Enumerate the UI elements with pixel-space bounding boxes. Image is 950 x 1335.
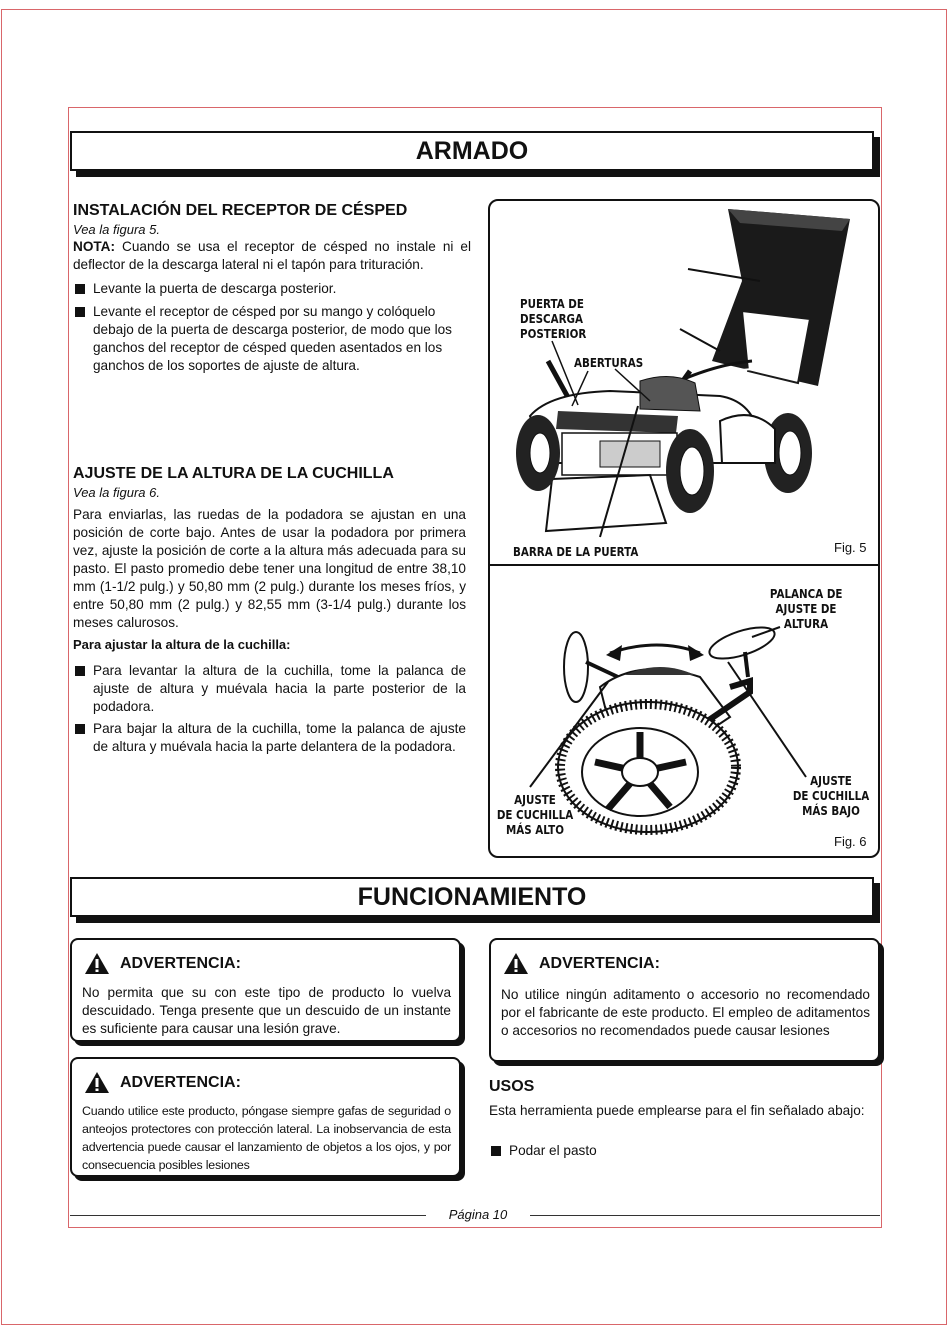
fig6-label-lever: PALANCA DE AJUSTE DE ALTURA: [769, 587, 843, 631]
fig6-label-highest: AJUSTE DE CUCHILLA MÁS ALTO: [496, 793, 574, 837]
receptor-heading: INSTALACIÓN DEL RECEPTOR DE CÉSPED: [73, 202, 408, 219]
warning-box-2: [70, 1057, 461, 1177]
usos-heading: USOS: [489, 1078, 535, 1095]
warning-heading-2: [84, 1071, 241, 1094]
warning-heading-3: [503, 952, 660, 975]
warning-heading-1: [84, 952, 241, 975]
fig5-caption: Fig. 5: [834, 540, 867, 555]
receptor-see-figure: Vea la figura 5.: [73, 222, 160, 237]
usos-text: Esta herramienta puede emplearse para el fin señalado abajo:: [489, 1103, 865, 1118]
cuchilla-bullet-1: Para levantar la altura de la cuchilla, tome la palanca de ajuste de altura y muévala hacia la parte posterior de la podadora.: [73, 662, 466, 716]
cuchilla-bullet-2: Para bajar la altura de la cuchilla, tome la palanca de ajuste de altura y muévala hacia la parte delantera de la podadora.: [73, 720, 466, 756]
warning-triangle-icon: [84, 952, 110, 975]
warning-title-3: ADVERTENCIA:: [539, 954, 660, 972]
warning-text-3: No utilice ningún aditamento o accesorio no recomendado por el fabricante de este producto. El empleo de aditamentos o accesorios no recomendados puede causar lesiones: [501, 987, 870, 1038]
footer-rule-left: [70, 1215, 426, 1216]
warning-title-2: ADVERTENCIA:: [120, 1073, 241, 1091]
cuchilla-see-figure: Vea la figura 6.: [73, 485, 160, 500]
warning-triangle-icon: [503, 952, 529, 975]
fig6-caption: Fig. 6: [834, 834, 867, 849]
page-number: Página 10: [448, 1207, 508, 1222]
warning-text-2: Cuando utilice este producto, póngase siempre gafas de seguridad o anteojos protectores con protección lateral. La inobservancia de esta advertencia puede causar el lanzamiento de objetos a los ojos, y por consecuencia posibles lesiones: [82, 1104, 451, 1172]
section-title-armado: ARMADO: [70, 131, 874, 171]
warning-title-1: ADVERTENCIA:: [120, 954, 241, 972]
receptor-note: [73, 238, 471, 274]
fig5-mower-grass-catcher-illustration: [490, 201, 878, 563]
usos-bullet: Podar el pasto: [489, 1142, 789, 1160]
section-title-funcionamiento: FUNCIONAMIENTO: [70, 877, 874, 917]
footer-rule-right: [530, 1215, 880, 1216]
cuchilla-subheading: Para ajustar la altura de la cuchilla:: [73, 637, 291, 652]
fig5-label-rear-door: PUERTA DE DESCARGA POSTERIOR: [520, 297, 587, 341]
fig6-label-lowest: AJUSTE DE CUCHILLA MÁS BAJO: [792, 774, 870, 818]
cuchilla-heading: AJUSTE DE LA ALTURA DE LA CUCHILLA: [73, 465, 394, 482]
warning-triangle-icon: [84, 1071, 110, 1094]
warning-box-1: [70, 938, 461, 1042]
fig5-label-door-bar: BARRA DE LA PUERTA: [513, 545, 639, 559]
receptor-bullet-2: Levante el receptor de césped por su mango y colóquelo debajo de la puerta de descarga posterior, de modo que los ganchos del receptor de césped queden asentados en los ganchos de los soportes de ajuste de altura.: [73, 303, 475, 375]
cuchilla-paragraph: Para enviarlas, las ruedas de la podadora se ajustan en una posición de corte bajo. Antes de usar la podadora por primera vez, ajuste la posición de corte a la altura más adecuada para su pasto. El pasto promedio debe tener una longitud de entre 38,10 mm (1-1/2 pulg.) y 50,80 mm (2 pulg.) durante los meses fríos, y entre 50,80 mm (2 pulg.) y 82,55 mm (3-1/4 pulg.) durante los meses calurosos.: [73, 507, 466, 630]
receptor-bullet-1: Levante la puerta de descarga posterior.: [73, 280, 473, 298]
figure-divider: [490, 564, 878, 566]
note-label: NOTA:: [73, 239, 116, 254]
fig5-label-openings: ABERTURAS: [574, 356, 644, 370]
warning-box-3: [489, 938, 880, 1062]
note-text: Cuando se usa el receptor de césped no instale ni el deflector de la descarga lateral ni el tapón para trituración.: [73, 239, 471, 272]
warning-text-1: No permita que su con este tipo de producto lo vuelva descuidado. Tenga presente que un descuido de un instante es suficiente para causar una lesión grave.: [82, 985, 451, 1036]
